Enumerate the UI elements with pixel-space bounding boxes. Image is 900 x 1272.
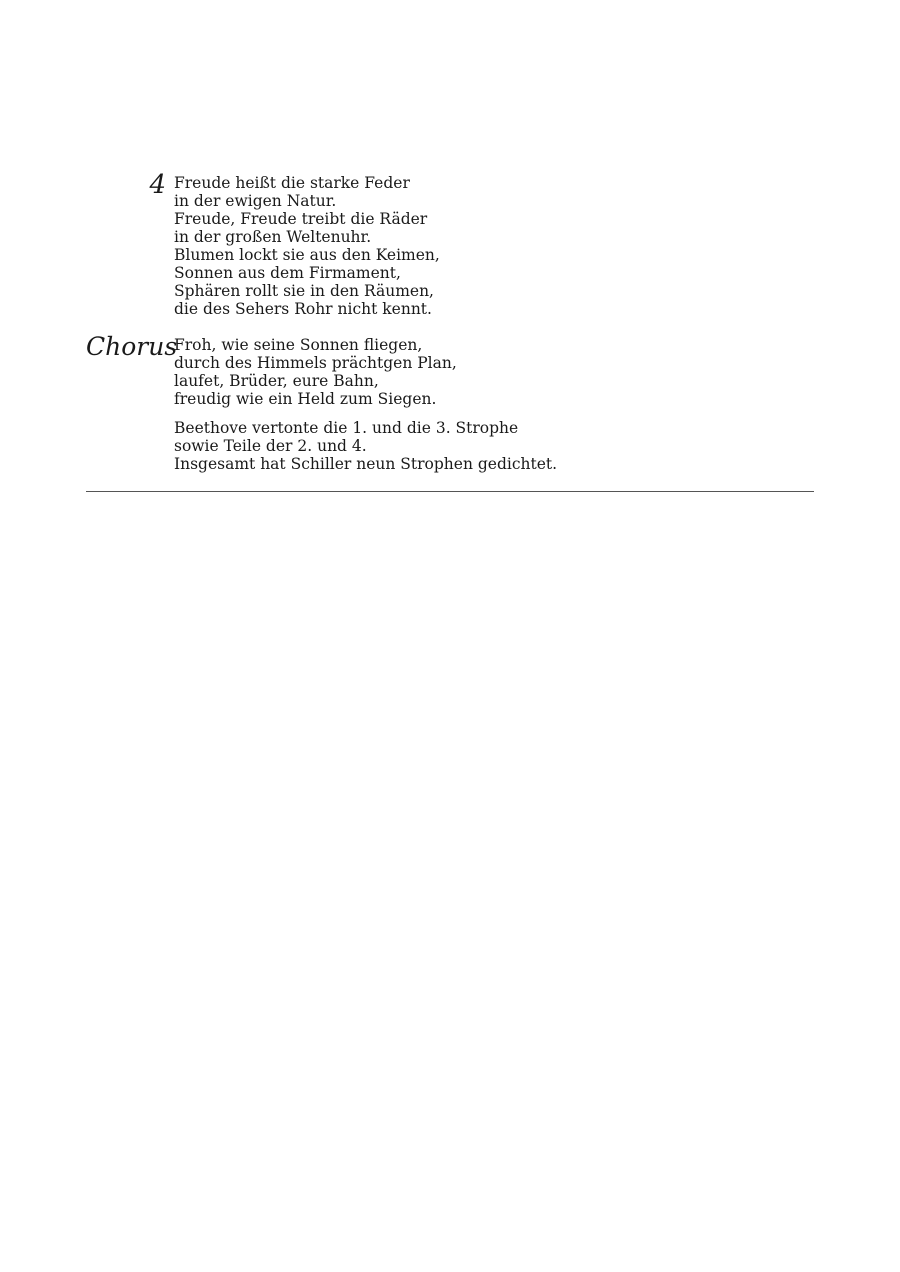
verse-line: Froh, wie seine Sonnen fliegen, [174, 336, 423, 354]
verse-line: in der ewigen Natur. [174, 192, 337, 210]
note-lines [174, 419, 557, 473]
chorus-label: Chorus [86, 332, 178, 361]
verse-line: in der großen Weltenuhr. [174, 228, 372, 246]
chorus-lines [174, 336, 457, 408]
chorus-stanza [86, 332, 826, 408]
verse-line: durch des Himmels prächtgen Plan, [174, 354, 457, 372]
verse-line: freudig wie ein Held zum Siegen. [174, 390, 437, 408]
stanza-number: 4 [149, 170, 166, 200]
footnote-block [86, 419, 826, 473]
verse-line: Freude heißt die starke Feder [174, 174, 410, 192]
horizontal-rule [86, 491, 814, 492]
verse-line: Freude, Freude treibt die Räder [174, 210, 428, 228]
verse-line: die des Sehers Rohr nicht kennt. [174, 300, 432, 318]
verse-line: Blumen lockt sie aus den Keimen, [174, 246, 440, 264]
stanza-4 [86, 170, 826, 318]
verse-line: Sphären rollt sie in den Räumen, [174, 282, 434, 300]
verse-line: laufet, Brüder, eure Bahn, [174, 372, 379, 390]
stanza-lines [174, 174, 440, 318]
note-line: Beethove vertonte die 1. und die 3. Strophe [174, 419, 519, 437]
verse-line: Sonnen aus dem Firmament, [174, 264, 401, 282]
note-line: sowie Teile der 2. und 4. [174, 437, 367, 455]
note-line: Insgesamt hat Schiller neun Strophen gedichtet. [174, 455, 558, 473]
